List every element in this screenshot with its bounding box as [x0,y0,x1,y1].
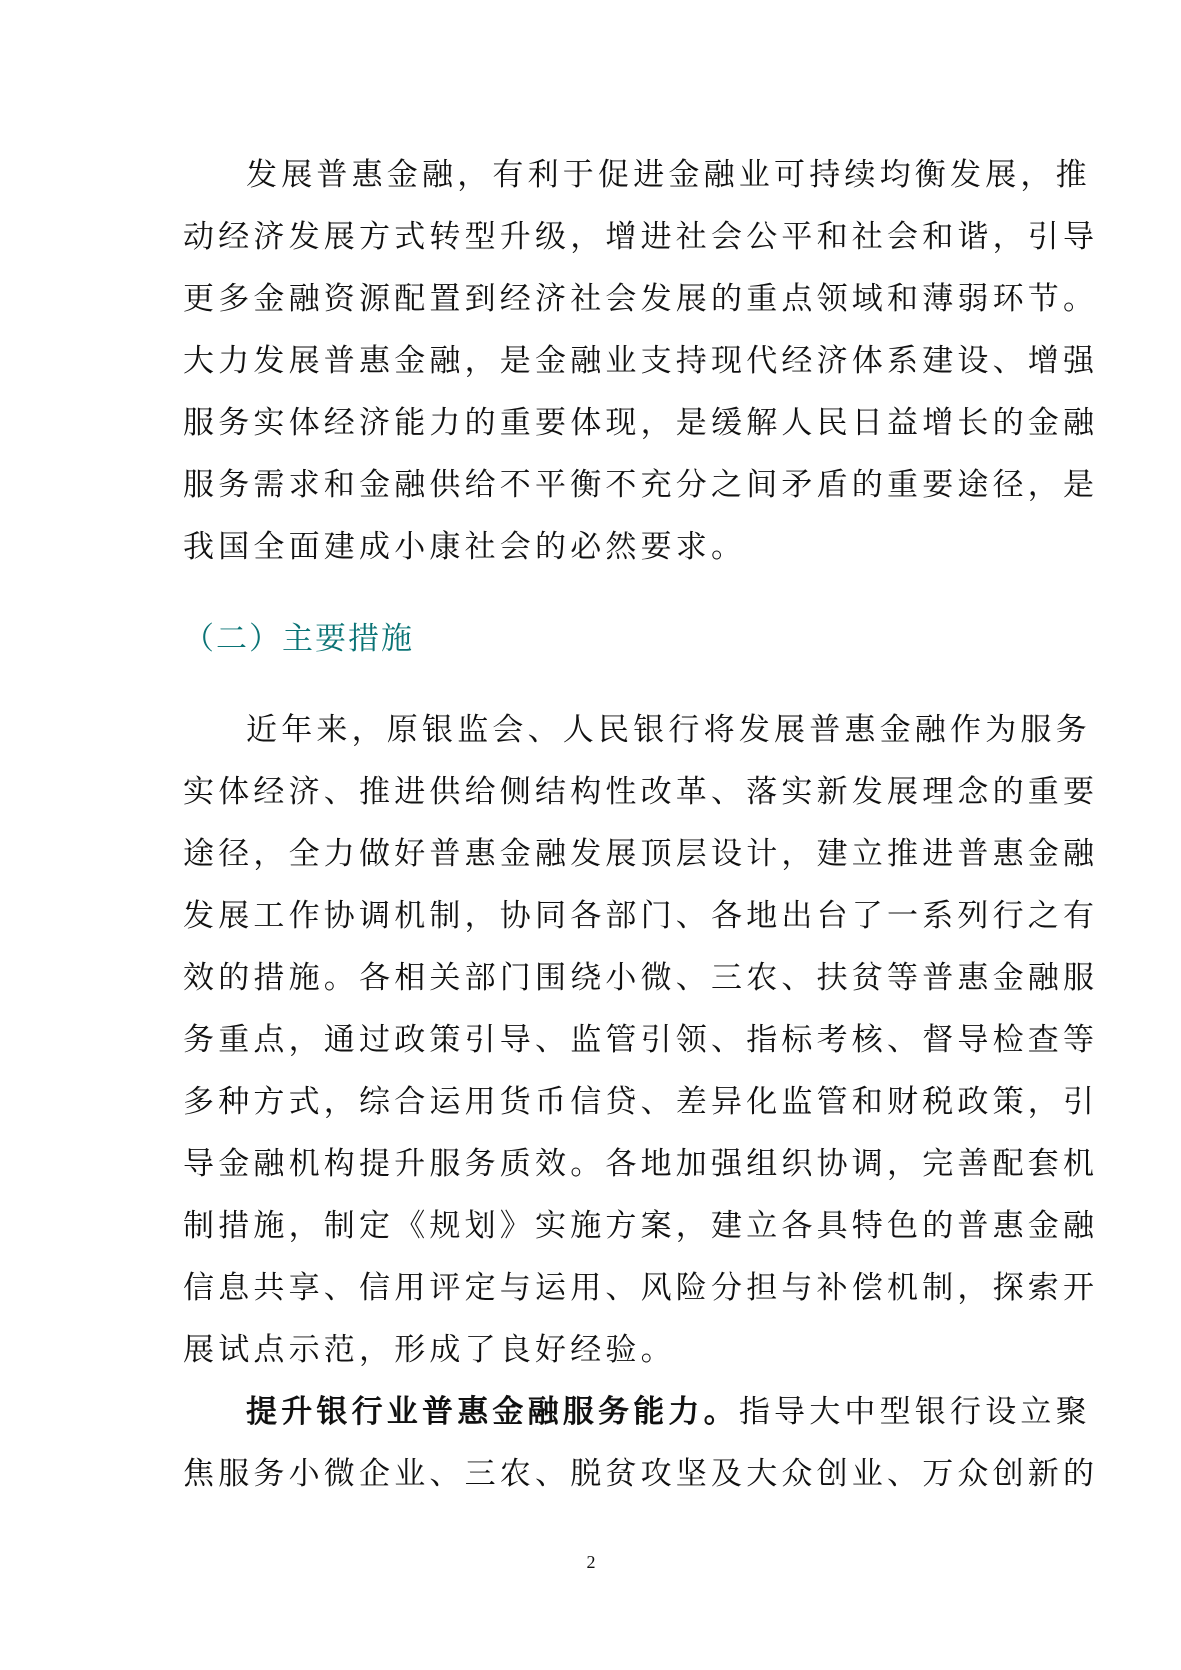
paragraph-2-line-2: 实体经济、推进供给侧结构性改革、落实新发展理念的重要 [183,774,1099,810]
paragraph-2-line-5: 效的措施。各相关部门围绕小微、三农、扶贫等普惠金融服 [183,960,1099,996]
paragraph-2-line-6: 务重点，通过政策引导、监管引领、指标考核、督导检查等 [183,1022,1099,1058]
paragraph-2-line-1: 近年来，原银监会、人民银行将发展普惠金融作为服务 [246,712,1091,748]
paragraph-1-line-3: 更多金融资源配置到经济社会发展的重点领域和薄弱环节。 [183,281,1099,317]
paragraph-1-line-7: 我国全面建成小康社会的必然要求。 [183,529,747,565]
paragraph-2-line-10: 信息共享、信用评定与运用、风险分担与补偿机制，探索开 [183,1270,1099,1306]
section-heading: （二）主要措施 [183,621,414,657]
paragraph-1-line-1: 发展普惠金融，有利于促进金融业可持续均衡发展，推 [246,157,1091,193]
paragraph-2-line-11: 展试点示范，形成了良好经验。 [183,1332,676,1368]
bold-lead-phrase: 提升银行业普惠金融服务能力。 [246,1394,739,1430]
paragraph-2-line-9: 制措施，制定《规划》实施方案，建立各具特色的普惠金融 [183,1208,1099,1244]
paragraph-1-line-6: 服务需求和金融供给不平衡不充分之间矛盾的重要途径，是 [183,467,1099,503]
paragraph-3-line-1-rest: 指导大中型银行设立聚 [738,1394,1091,1430]
paragraph-1-line-2: 动经济发展方式转型升级，增进社会公平和社会和谐，引导 [183,219,1099,255]
paragraph-2-line-8: 导金融机构提升服务质效。各地加强组织协调，完善配套机 [183,1146,1099,1182]
paragraph-2-line-4: 发展工作协调机制，协同各部门、各地出台了一系列行之有 [183,898,1099,934]
paragraph-1-line-4: 大力发展普惠金融，是金融业支持现代经济体系建设、增强 [183,343,1099,379]
paragraph-3-line-1 [246,1392,1091,1432]
paragraph-2-line-7: 多种方式，综合运用货币信贷、差异化监管和财税政策，引 [183,1084,1099,1120]
paragraph-1-line-5: 服务实体经济能力的重要体现，是缓解人民日益增长的金融 [183,405,1099,441]
paragraph-3-line-2: 焦服务小微企业、三农、脱贫攻坚及大众创业、万众创新的 [183,1456,1099,1492]
page-number: 2 [586,1552,596,1572]
paragraph-2-line-3: 途径，全力做好普惠金融发展顶层设计，建立推进普惠金融 [183,836,1099,872]
